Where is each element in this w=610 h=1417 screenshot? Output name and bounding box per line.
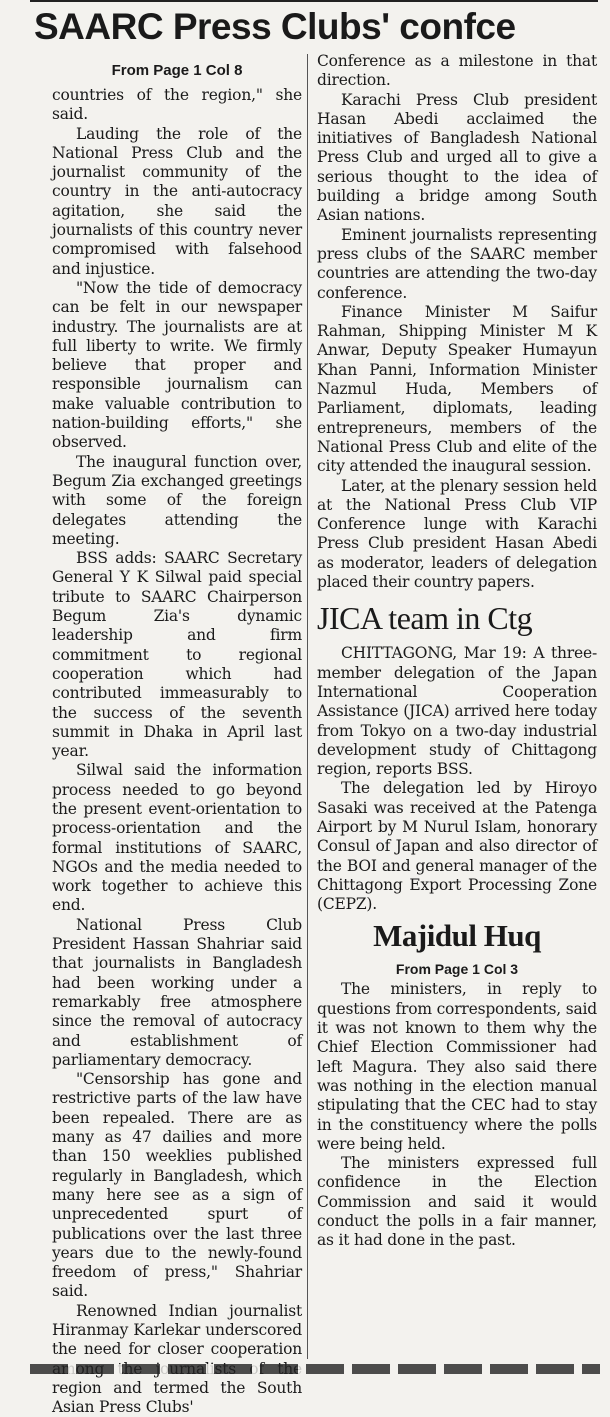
- continuation-dateline: From Page 1 Col 8: [111, 62, 243, 79]
- paragraph: "Censorship has gone and restrictive parts of the law have been repealed. There are as many as 47 dailies and more than 150 weeklies published regularly in Bangladesh, which many here see as a sign of unprecedented spurt of publications over the last three years due to the newly-found freedom of press," Shahriar said.: [52, 1070, 302, 1301]
- paragraph: Karachi Press Club president Hasan Abedi acclaimed the initiatives of Bangladesh National Press Club and urged all to give a serious thought to the idea of building a bridge among South Asian nations.: [317, 90, 597, 225]
- paragraph: Silwal said the information process needed to go beyond the present event-orientation to process-orientation and the formal institutions of SAARC, NGOs and the media needed to work together to achieve this end.: [52, 761, 302, 915]
- column-rule: [307, 54, 308, 1359]
- top-rule: [30, 0, 598, 2]
- paragraph: Later, at the plenary session held at the National Press Club VIP Conference lunge with Karachi Press Club president Hasan Abedi as moderator, leaders of delegation placed their country papers.: [317, 476, 597, 592]
- paragraph: Eminent journalists representing press clubs of the SAARC member countries are attending the two-day conference.: [317, 225, 597, 302]
- paragraph: The ministers, in reply to questions from correspondents, said it was not known to them why the Chief Election Commissioner had left Magura. They also said there was nothing in the election manual stipulating that the CEC had to stay in the constituency where the polls were being held.: [317, 980, 597, 1153]
- jica-headline: JICA team in Ctg: [317, 600, 533, 637]
- left-column: [52, 58, 302, 1417]
- paragraph: The inaugural function over, Begum Zia exchanged greetings with some of the foreign delegates attending the meeting.: [52, 452, 302, 548]
- paragraph: "Now the tide of democracy can be felt in our newspaper industry. The journalists are at full liberty to write. We firmly believe that proper and responsible journalism can make valuable contribution to nation-building efforts," she observed.: [52, 278, 302, 452]
- next-headline-strip: [30, 1364, 600, 1374]
- majidul-headline: Majidul Huq: [373, 918, 541, 954]
- paragraph: BSS adds: SAARC Secretary General Y K Silwal paid special tribute to SAARC Chairperson Begum Zia's dynamic leadership and firm commitment to regional cooperation which had contributed immeasurably to the success of the seventh summit in Dhaka in April last year.: [52, 549, 302, 761]
- right-column: [317, 52, 597, 1251]
- paragraph: Finance Minister M Saifur Rahman, Shipping Minister M K Anwar, Deputy Speaker Humayun Khan Panni, Information Minister Nazmul Huda, Members of Parliament, diplomats, leading entrepreneurs, members of the National Press Club and elite of the city attended the inaugural session.: [317, 302, 597, 476]
- paragraph: Renowned Indian journalist Hiranmay Karlekar underscored the need for closer cooperation region and termed the South Asian Press Clubs': [52, 1301, 302, 1417]
- paragraph: CHITTAGONG, Mar 19: A three-member delegation of the Japan International Cooperation Assistance (JICA) arrived here today from Tokyo on a two-day industrial development study of Chittagong region, reports BSS.: [317, 644, 597, 779]
- paragraph: The delegation led by Hiroyo Sasaki was received at the Patenga Airport by M Nurul Islam, honorary Consul of Japan and also director of the BOI and general manager of the Chittagong Export Processing Zone (CEPZ).: [317, 779, 597, 914]
- paragraph: The ministers expressed full confidence in the Election Commission and said it would conduct the polls in a fair manner, as it had done in the past.: [317, 1154, 597, 1250]
- paragraph: Conference as a milestone in that direction.: [317, 52, 597, 90]
- paragraph: National Press Club President Hassan Shahriar said that journalists in Bangladesh had been working under a remarkably free atmosphere since the removal of autocracy and establishment of parliamentary democracy.: [52, 915, 302, 1069]
- article-headline: SAARC Press Clubs' confce: [34, 6, 516, 47]
- majidul-dateline: From Page 1 Col 3: [395, 961, 519, 978]
- paragraph: Lauding the role of the National Press Club and the journalist community of the country in the anti-autocracy agitation, she said the journalists of this country never compromised with falsehood and injustice.: [52, 124, 302, 278]
- paragraph: countries of the region," she said.: [52, 86, 302, 124]
